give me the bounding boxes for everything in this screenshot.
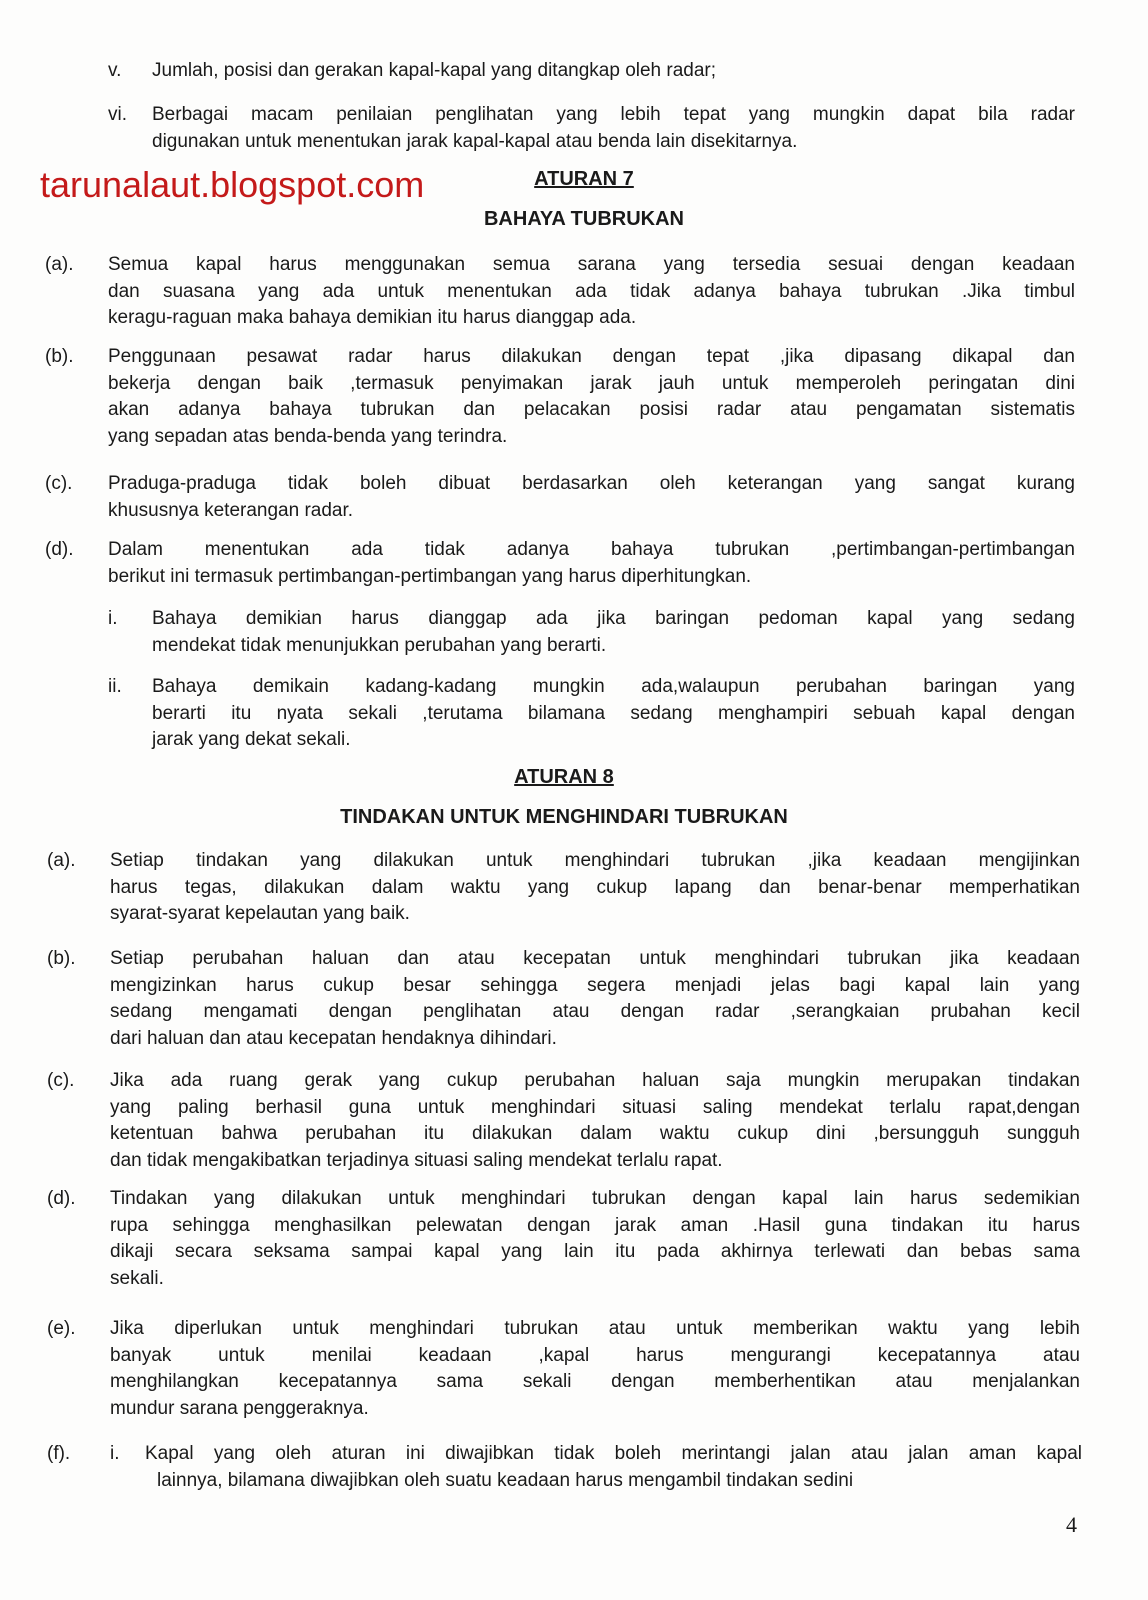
- rule7-paragraph-d: [108, 537, 1075, 590]
- rule8-number: ATURAN 8: [514, 766, 614, 788]
- text-line: ketentuan bahwa perubahan itu dilakukan dalam waktu cukup dini ,bersungguh sungguh: [110, 1123, 1080, 1144]
- rule8-paragraph-f-label: (f).: [47, 1443, 71, 1464]
- rule8-paragraph-d-label: (d).: [47, 1188, 76, 1209]
- rule8-paragraph-c-label: (c).: [47, 1070, 75, 1091]
- text-line: yang paling berhasil guna untuk menghindari situasi saling mendekat terlalu rapat,dengan: [110, 1096, 1080, 1118]
- rule7-paragraph-a-label: (a).: [45, 254, 74, 275]
- text-line: lainnya, bilamana diwajibkan oleh suatu keadaan harus mengambil tindakan sedini: [157, 1469, 854, 1491]
- watermark: tarunalaut.blogspot.com: [40, 164, 425, 205]
- rule7-paragraph-a: [108, 252, 1075, 332]
- text-line: Tindakan yang dilakukan untuk menghindari tubrukan dengan kapal lain harus sedemikian: [110, 1188, 1080, 1209]
- rule7-paragraph-c-label: (c).: [45, 473, 73, 494]
- text-line: digunakan untuk menentukan jarak kapal-kapal atau benda lain disekitarnya.: [152, 130, 798, 152]
- rule8-paragraph-f: [145, 1441, 1082, 1494]
- rule7-paragraph-c: [108, 471, 1075, 524]
- text-line: Berbagai macam penilaian penglihatan yang lebih tepat yang mungkin dapat bila radar: [152, 104, 1075, 125]
- text-line: khususnya keterangan radar.: [108, 499, 354, 521]
- text-line: jarak yang dekat sekali.: [152, 729, 351, 750]
- rule8-paragraph-f-sublabel: i.: [110, 1443, 120, 1464]
- text-line: banyak untuk menilai keadaan ,kapal harus mengurangi kecepatannya atau: [110, 1344, 1080, 1366]
- rule8-paragraph-a-label: (a).: [47, 850, 76, 871]
- text-line: syarat-syarat kepelautan yang baik.: [110, 903, 410, 924]
- text-line: Jumlah, posisi dan gerakan kapal-kapal yang ditangkap oleh radar;: [152, 60, 717, 81]
- text-line: Setiap perubahan haluan dan atau kecepatan untuk menghindari tubrukan jika keadaan: [110, 948, 1080, 969]
- rule7-title: BAHAYA TUBRUKAN: [483, 208, 685, 230]
- text-line: dan suasana yang ada untuk menentukan ada tidak adanya bahaya tubrukan .Jika timbul: [108, 280, 1075, 302]
- rule8-paragraph-e: [110, 1316, 1080, 1422]
- text-line: Jika ada ruang gerak yang cukup perubahan haluan saja mungkin merupakan tindakan: [110, 1070, 1080, 1091]
- text-line: keragu-raguan maka bahaya demikian itu harus dianggap ada.: [108, 307, 637, 328]
- rule8-title: TINDAKAN UNTUK MENGHINDARI TUBRUKAN: [340, 806, 788, 828]
- item-vi-label: vi.: [108, 104, 127, 125]
- text-line: yang sepadan atas benda-benda yang terindra.: [108, 425, 508, 447]
- text-line: berikut ini termasuk pertimbangan-pertimbangan yang harus diperhitungkan.: [108, 565, 752, 587]
- rule7-subitem-2: [152, 674, 1075, 754]
- text-line: Praduga-praduga tidak boleh dibuat berdasarkan oleh keterangan yang sangat kurang: [108, 473, 1075, 494]
- page-number: 4: [1066, 1512, 1077, 1537]
- text-line: Penggunaan pesawat radar harus dilakukan dengan tepat ,jika dipasang dikapal dan: [108, 346, 1075, 367]
- text-line: dari haluan dan atau kecepatan hendaknya dihindari.: [110, 1027, 557, 1049]
- text-line: mendekat tidak menunjukkan perubahan yang berarti.: [152, 634, 607, 656]
- rule8-paragraph-b: [110, 946, 1080, 1052]
- text-line: sedang mengamati dengan penglihatan atau dengan radar ,serangkaian prubahan kecil: [110, 1001, 1080, 1022]
- rule8-paragraph-d: [110, 1186, 1080, 1292]
- item-v-label: v.: [108, 60, 122, 81]
- text-line: Setiap tindakan yang dilakukan untuk menghindari tubrukan ,jika keadaan mengijinkan: [110, 850, 1080, 871]
- item-v: [152, 58, 1075, 85]
- text-line: Bahaya demikain kadang-kadang mungkin ada,walaupun perubahan baringan yang: [152, 676, 1075, 697]
- text-line: berarti itu nyata sekali ,terutama bilamana sedang menghampiri sebuah kapal dengan: [152, 702, 1075, 724]
- rule7-number: ATURAN 7: [534, 168, 634, 190]
- rule7-subitem-1-label: i.: [108, 608, 118, 629]
- text-line: akan adanya bahaya tubrukan dan pelacakan posisi radar atau pengamatan sistematis: [108, 399, 1075, 420]
- rule7-subitem-2-label: ii.: [108, 676, 122, 697]
- rule7-paragraph-b-label: (b).: [45, 346, 74, 367]
- text-line: Bahaya demikian harus dianggap ada jika baringan pedoman kapal yang sedang: [152, 608, 1075, 629]
- rule7-subitem-1: [152, 606, 1075, 659]
- rule8-paragraph-a: [110, 848, 1080, 928]
- text-line: sekali.: [110, 1267, 164, 1289]
- text-line: bekerja dengan baik ,termasuk penyimakan jarak jauh untuk memperoleh peringatan dini: [108, 372, 1075, 394]
- text-line: dikaji secara seksama sampai kapal yang lain itu pada akhirnya terlewati dan bebas sama: [110, 1241, 1080, 1262]
- text-line: Dalam menentukan ada tidak adanya bahaya tubrukan ,pertimbangan-pertimbangan: [108, 539, 1075, 560]
- text-line: mundur sarana penggeraknya.: [110, 1397, 369, 1419]
- text-line: Jika diperlukan untuk menghindari tubrukan atau untuk memberikan waktu yang lebih: [110, 1318, 1080, 1339]
- rule7-paragraph-b: [108, 344, 1075, 450]
- text-line: menghilangkan kecepatannya sama sekali dengan memberhentikan atau menjalankan: [110, 1371, 1080, 1392]
- item-vi: [152, 102, 1075, 155]
- text-line: dan tidak mengakibatkan terjadinya situasi saling mendekat terlalu rapat.: [110, 1149, 723, 1171]
- text-line: harus tegas, dilakukan dalam waktu yang cukup lapang dan benar-benar memperhatikan: [110, 876, 1080, 898]
- text-line: mengizinkan harus cukup besar sehingga segera menjadi jelas bagi kapal lain yang: [110, 974, 1080, 996]
- text-line: Kapal yang oleh aturan ini diwajibkan tidak boleh merintangi jalan atau jalan aman kapal: [145, 1443, 1082, 1464]
- text-line: Semua kapal harus menggunakan semua sarana yang tersedia sesuai dengan keadaan: [108, 254, 1075, 275]
- rule8-paragraph-c: [110, 1068, 1080, 1174]
- rule8-paragraph-e-label: (e).: [47, 1318, 76, 1339]
- text-line: rupa sehingga menghasilkan pelewatan dengan jarak aman .Hasil guna tindakan itu harus: [110, 1214, 1080, 1236]
- rule8-paragraph-b-label: (b).: [47, 948, 76, 969]
- rule7-paragraph-d-label: (d).: [45, 539, 74, 560]
